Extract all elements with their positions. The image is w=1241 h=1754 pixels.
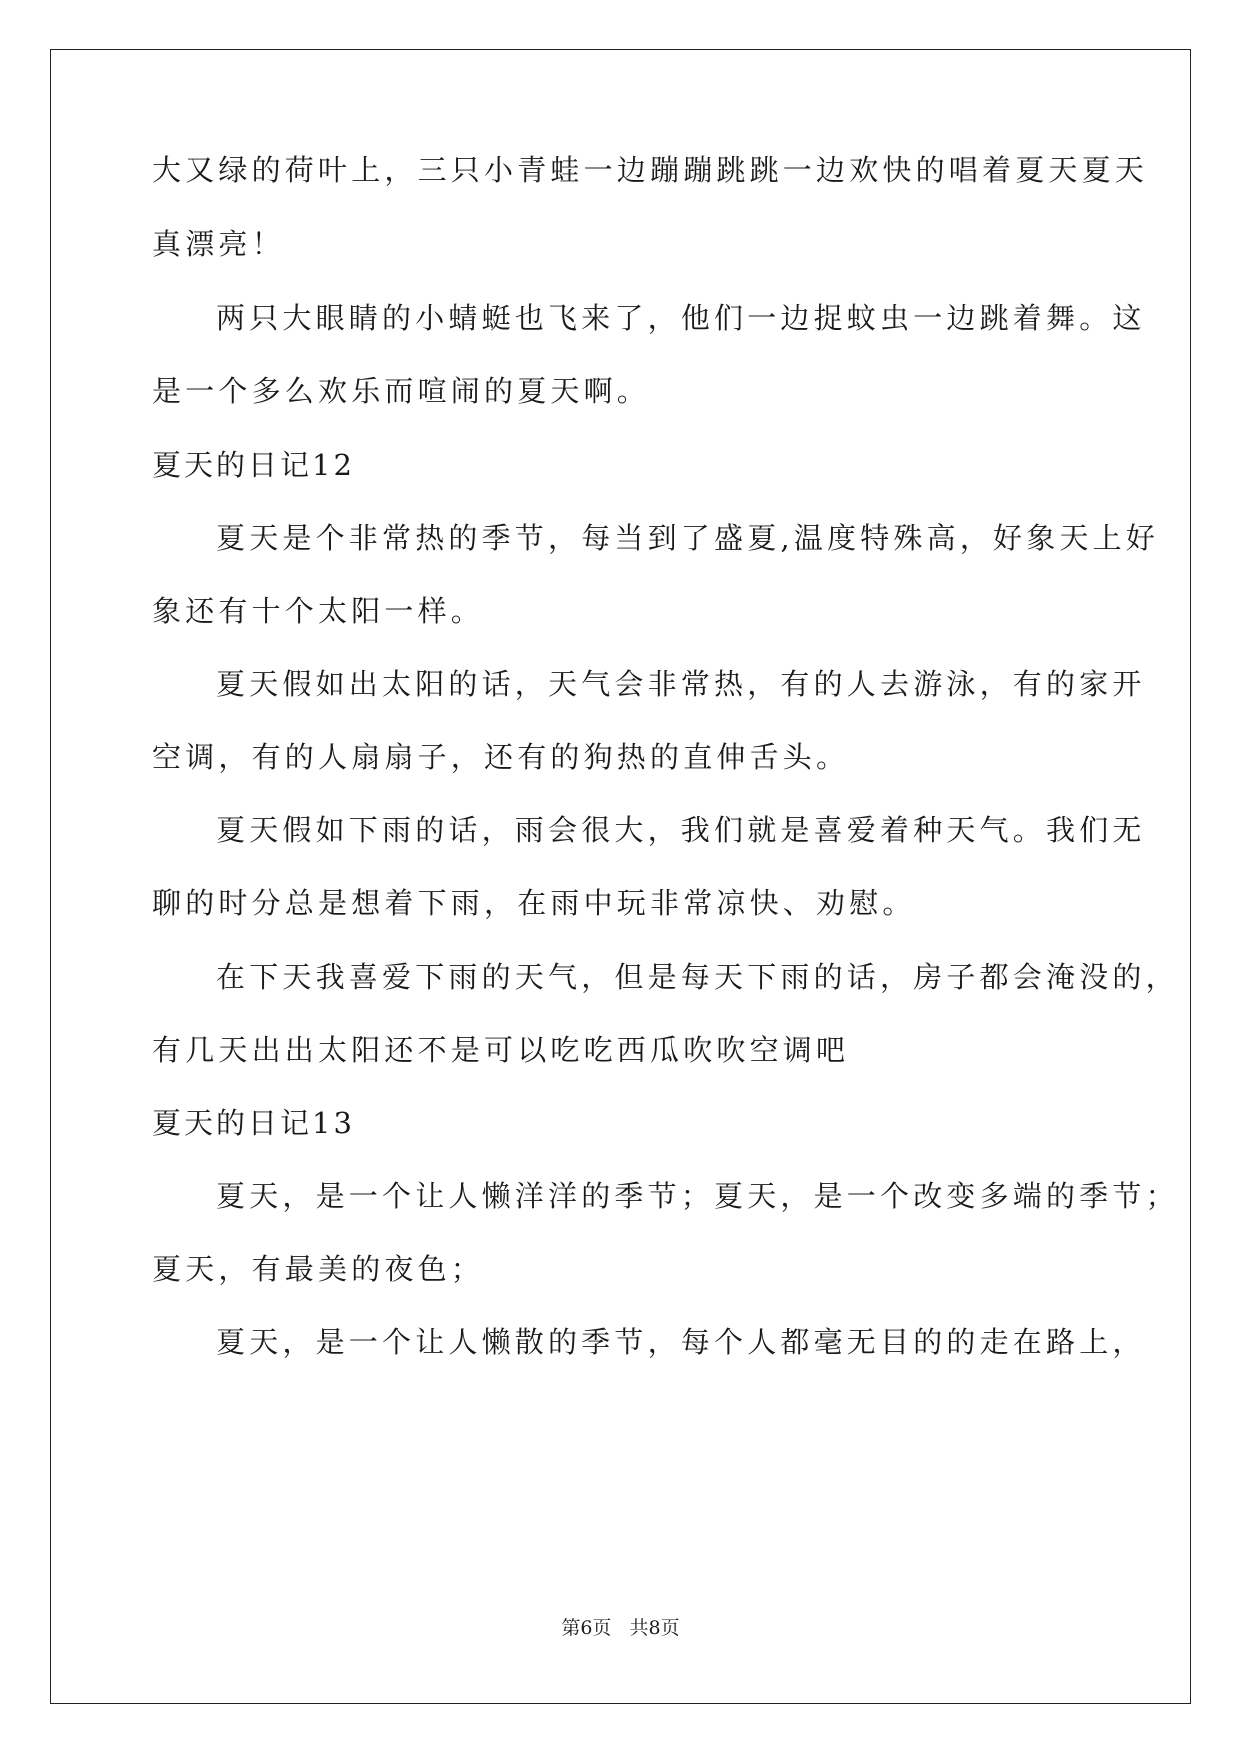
body-line: 有几天出出太阳还不是可以吃吃西瓜吹吹空调吧 <box>152 1033 850 1067</box>
body-line: 夏天，有最美的夜色； <box>152 1252 485 1286</box>
page-number: 第6页 共8页 <box>561 1617 680 1639</box>
paragraph-first-line: 在下天我喜爱下雨的天气，但是每天下雨的话，房子都会淹没的， <box>216 960 1179 994</box>
paragraph-first-line: 夏天假如出太阳的话，天气会非常热，有的人去游泳，有的家开 <box>216 667 1146 701</box>
paragraph-first-line: 夏天假如下雨的话，雨会很大，我们就是喜爱着种天气。我们无 <box>216 813 1146 847</box>
page-footer <box>0 1616 1241 1640</box>
body-line: 大又绿的荷叶上，三只小青蛙一边蹦蹦跳跳一边欢快的唱着夏天夏天 <box>152 153 1149 187</box>
body-line: 真漂亮！ <box>152 227 285 261</box>
section-heading: 夏天的日记13 <box>152 1106 355 1140</box>
body-line: 象还有十个太阳一样。 <box>152 594 485 628</box>
body-line: 空调，有的人扇扇子，还有的狗热的直伸舌头。 <box>152 740 850 774</box>
paragraph-first-line: 两只大眼睛的小蜻蜓也飞来了，他们一边捉蚊虫一边跳着舞。这 <box>216 301 1146 335</box>
paragraph-first-line: 夏天，是一个让人懒洋洋的季节；夏天，是一个改变多端的季节； <box>216 1179 1179 1213</box>
body-line: 是一个多么欢乐而喧闹的夏天啊。 <box>152 374 651 408</box>
section-heading: 夏天的日记12 <box>152 448 355 482</box>
paragraph-first-line: 夏天是个非常热的季节，每当到了盛夏,温度特殊高，好象天上好 <box>216 521 1160 555</box>
paragraph-first-line: 夏天，是一个让人懒散的季节，每个人都毫无目的的走在路上， <box>216 1325 1146 1359</box>
body-line: 聊的时分总是想着下雨，在雨中玩非常凉快、劝慰。 <box>152 886 916 920</box>
